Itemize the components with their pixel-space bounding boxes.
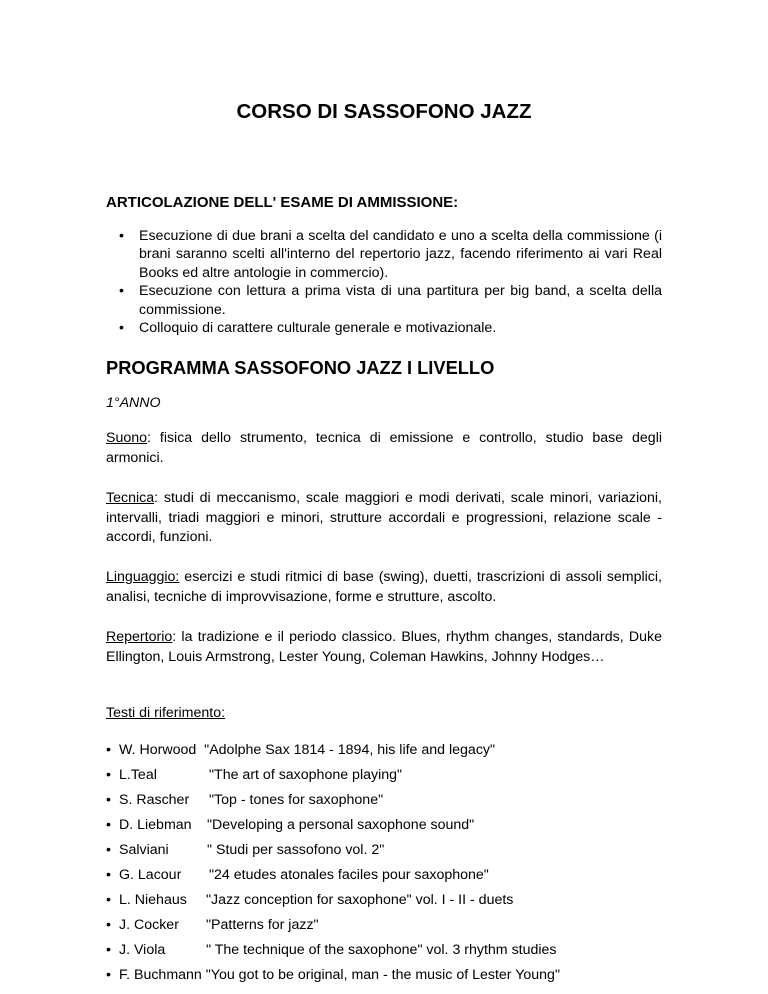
reference-author: L.Teal (119, 767, 157, 783)
reference-work: "Developing a personal saxophone sound" (207, 817, 475, 833)
bullet-icon: • (106, 967, 111, 983)
list-item (106, 282, 662, 319)
section-separator: : (172, 629, 177, 645)
section-label: Suono (106, 430, 148, 446)
section-label: Repertorio (106, 629, 173, 645)
bullet-icon: • (119, 283, 124, 300)
reference-author: L. Niehaus (119, 892, 187, 908)
year-label: 1°ANNO (106, 395, 161, 411)
bullet-icon: • (119, 228, 124, 244)
section-separator: : (147, 430, 151, 446)
section-label: Tecnica (106, 490, 155, 506)
reference-work: "You got to be original, man - the music of Lester Young" (205, 967, 560, 983)
list-item (106, 965, 560, 985)
list-item (106, 940, 557, 960)
bullet-icon: • (119, 320, 124, 337)
references-label: Testi di riferimento: (106, 705, 226, 721)
section-repertorio (106, 628, 662, 667)
section-text: esercizi e studi ritmici di base (swing), duetti, trascrizioni di assoli semplici, analisi, tecniche di improvvisazione, forme e strutture, ascolto. (106, 569, 662, 605)
admission-list (106, 227, 662, 337)
reference-work: "24 etudes atonales faciles pour saxophone" (209, 867, 489, 883)
reference-author: J. Cocker (119, 917, 179, 933)
list-item (106, 319, 662, 337)
admission-item-text: Esecuzione di due brani a scelta del candidato e uno a scelta della commissione (i brani saranno scelti all'interno del repertorio jazz, facendo riferimento ai vari Real Books ed altre antologie in commercio). (139, 228, 662, 281)
section-linguaggio (106, 568, 662, 607)
bullet-icon: • (106, 742, 111, 758)
bullet-icon: • (106, 942, 111, 958)
reference-work: "The art of saxophone playing" (209, 767, 403, 783)
reference-author: D. Liebman (119, 817, 192, 833)
section-separator: : (154, 490, 159, 506)
admission-item-text: Colloquio di carattere culturale generale e motivazionale. (139, 320, 497, 337)
bullet-icon: • (106, 817, 111, 833)
section-suono (106, 429, 662, 468)
bullet-icon: • (106, 867, 111, 883)
section-label: Linguaggio: (106, 569, 180, 585)
admission-heading: ARTICOLAZIONE DELL' ESAME DI AMMISSIONE: (106, 194, 459, 211)
list-item (106, 740, 495, 760)
bullet-icon: • (106, 917, 111, 933)
list-item (106, 227, 662, 282)
reference-work: "Top - tones for saxophone" (209, 792, 384, 808)
reference-work: "Patterns for jazz" (206, 917, 319, 933)
bullet-icon: • (106, 792, 111, 808)
reference-author: S. Rascher (119, 792, 190, 808)
list-item (106, 890, 514, 910)
list-item (106, 765, 403, 785)
list-item (106, 815, 475, 835)
reference-author: G. Lacour (119, 867, 182, 883)
reference-work: "Adolphe Sax 1814 - 1894, his life and legacy" (204, 742, 496, 758)
page-title: CORSO DI SASSOFONO JAZZ (236, 100, 532, 123)
reference-author: Salviani (119, 842, 169, 858)
list-item (106, 790, 384, 810)
list-item (106, 865, 489, 885)
program-heading: PROGRAMMA SASSOFONO JAZZ I LIVELLO (106, 357, 495, 378)
reference-author: W. Horwood (119, 742, 197, 758)
section-text: fisica dello strumento, tecnica di emissione e controllo, studio base degli armonici. (106, 430, 662, 466)
bullet-icon: • (106, 892, 111, 908)
section-tecnica (106, 489, 662, 548)
bullet-icon: • (106, 767, 111, 783)
reference-author: F. Buchmann (119, 967, 202, 983)
reference-work: " The technique of the saxophone" vol. 3 rhythm studies (206, 942, 557, 958)
admission-item-text: Esecuzione con lettura a prima vista di una partitura per big band, a scelta della commissione. (139, 283, 662, 318)
section-text: studi di meccanismo, scale maggiori e modi derivati, scale minori, variazioni, intervalli, triadi maggiori e minori, strutture accordali e progressioni, relazione scale - accordi, funzioni. (106, 490, 662, 545)
bullet-icon: • (106, 842, 111, 858)
list-item (106, 915, 319, 935)
reference-work: "Jazz conception for saxophone" vol. I - II - duets (206, 892, 514, 908)
list-item (106, 840, 385, 860)
reference-work: " Studi per sassofono vol. 2" (207, 842, 385, 858)
reference-author: J. Viola (119, 942, 166, 958)
section-text: la tradizione e il periodo classico. Blues, rhythm changes, standards, Duke Ellington, Louis Armstrong, Lester Young, Coleman Hawkins, Johnny Hodges… (106, 629, 662, 665)
